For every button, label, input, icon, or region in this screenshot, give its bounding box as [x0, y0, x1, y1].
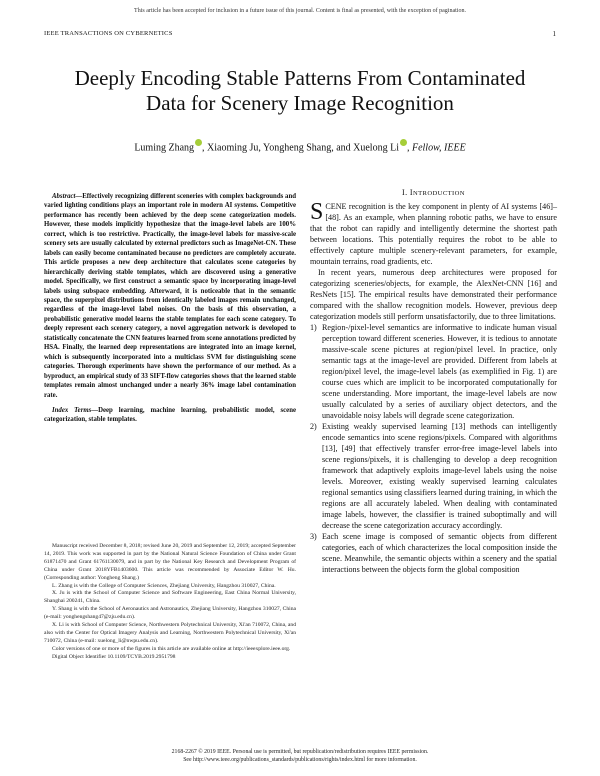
- footnote-manuscript: Manuscript received December 8, 2018; revised June 20, 2019 and September 12, 2019; accepted September 14, 2019. This work was supported in part by the National Natural Science Foundation of China under Grant 61871470 and Grant 61761130079, and in part by the National Key Research and Development Program of China under Grant 2018YFB1403600. This article was recommended by Associate Editor W. Hu. (Corresponding author: Yongheng Shang.): [44, 543, 296, 581]
- author-membership: , Fellow, IEEE: [406, 142, 466, 154]
- paper-title: Deeply Encoding Stable Patterns From Contaminated Data for Scenery Image Recognition: [74, 66, 526, 116]
- list-item: [310, 421, 557, 531]
- copyright-footer: [0, 748, 600, 764]
- list-item: [310, 322, 557, 421]
- drop-cap: S: [310, 199, 324, 225]
- intro-paragraph-text: CENE recognition is the key component in plenty of AI systems [46]–[48]. As an example, when planning robotic paths, we have to ensure that the robot can rapidly and intelligently determine the shortest path between locations. This potentially requires the robot to be able to effectively capture multiple scenery-relevant parameters, for example, mountain terrains, road gradients, etc.: [310, 202, 557, 266]
- copyright-line: 2168-2267 © 2019 IEEE. Personal use is permitted, but republication/redistribution requires IEEE permission.: [171, 749, 429, 755]
- index-terms: [44, 406, 296, 425]
- footnote-doi: Digital Object Identifier 10.1109/TCYB.2019.2951798: [52, 653, 176, 660]
- author-name: Luming Zhang: [134, 142, 195, 154]
- list-number: 3): [310, 532, 317, 541]
- orcid-icon[interactable]: [400, 139, 407, 146]
- journal-name: IEEE TRANSACTIONS ON CYBERNETICS: [44, 30, 173, 37]
- list-text: Each scene image is composed of semantic objects from different categories, each of which characterizes the local composition inside the scene. Meanwhile, the semantic objects within a scenery and the spatial interactions between the objects form the global composition: [322, 532, 557, 574]
- footnote-color-versions: Color versions of one or more of the figures in this article are available online at http://ieeexplore.ieee.org.: [52, 645, 291, 652]
- abstract-label: Abstract: [52, 193, 76, 200]
- section-number: I.: [402, 188, 410, 197]
- intro-paragraph: [310, 201, 557, 267]
- abstract-text: —Effectively recognizing different sceneries with complex backgrounds and varied lighting conditions plays an important role in modern AI systems. Competitive performance has recently been achieved by the deep scene categorization models. However, these models implicitly hypothesize that the image-level labels are 100% correct, which is too restrictive. Practically, the image-level labels for massive-scale scenery sets are usually calculated by external predictors such as ImageNet-CN. These labels can easily become contaminated because no predictors are completely accurate. This article proposes a new deep architecture that calculates scene categories by hierarchically deriving stable templates, which are discovered using a generative model. Specifically, we first construct a semantic space by incorporating image-level labels using subspace embedding. Afterward, it is noticeable that in the semantic space, the superpixel distributions from identically labeled images remain unchanged, regardless of the image-level label noises. On the basis of this observation, a probabilistic generative model learns the stable templates for each scene category. To deeply represent each scenery category, a novel aggregation network is developed to statistically concatenate the CNN features learned from scene annotations predicted by HSA. Finally, the learned deep representations are integrated into an image kernel, which is subsequently incorporated into a multiclass SVM for distinguishing scene categories. Thorough experiments have shown the performance of our method. As a byproduct, an empirical study of 33 SIFT-flow categories shows that the learned stable templates remain almost unchanged under a nearly 36% image label contamination rate.: [44, 193, 296, 399]
- orcid-icon[interactable]: [195, 139, 202, 146]
- footnotes: [44, 543, 296, 662]
- list-text: Existing weakly supervised learning [13] methods can intelligently encode semantics into scene regions/pixels. Compared with algorithms [13], [49] that effectively transfer error-free image-level labels into scene regions/pixels, it is challenging to develop a deep recognition framework that adaptively exploits image-level labels using the noise levels. Moreover, existing weakly supervised learning calculates regional semantics using classifiers learned during training, in which the regions are all accurately labeled. When dealing with contaminated image labels, however, the classifier is trained suboptimally and will decrease the scene categorization accuracy accordingly.: [322, 422, 557, 530]
- page-number: 1: [552, 30, 556, 38]
- intro-paragraph: In recent years, numerous deep architectures were proposed for categorizing sceneries/objects, for example, the AlexNet-CNN [16] and ResNets [15]. The empirical results have demonstrated their performance compared with the shallow recognition models. However, previous deep categorization models still perform unsatisfactorily, due to three limitations.: [310, 268, 557, 321]
- section-heading-initial: I: [409, 188, 413, 197]
- footnote-affiliation: Y. Shang is with the School of Aeronautics and Astronautics, Zhejiang University, Hangzhou 310027, China (e-mail: yonghengshang47@zju.edu.cn).: [44, 606, 296, 621]
- index-terms-text: —Deep learning, machine learning, probabilistic model, scene categorization, stable templates.: [44, 406, 297, 424]
- list-item: [310, 531, 557, 575]
- index-terms-label: Index Terms: [52, 406, 92, 414]
- footnote-affiliation: X. Ju is with the School of Computer Science and Software Engineering, East China Normal University, Shanghai 200241, China.: [44, 590, 296, 605]
- limitations-list: [310, 322, 557, 575]
- right-column: [310, 188, 557, 575]
- list-text: Region-/pixel-level semantics are informative to indicate human visual perception toward different sceneries. However, it is tedious to annotate massive-scale scene pictures at region/pixel level. In practice, only semantic tags at the image-level are provided. Different from labels at region/pixel level, the image-level labels (as exemplified in Fig. 1) are course cues which are implicit to be incorporated computationally for scene understanding. More important, the image-level labels are now usually calculated by a series of auxiliary object detectors, and the unavoidable noisy labels will degrade scene categorization.: [322, 323, 557, 420]
- section-heading-rest: NTRODUCTION: [412, 190, 465, 197]
- list-number: 2): [310, 422, 317, 431]
- section-heading: [310, 188, 557, 197]
- author-line: [40, 139, 560, 153]
- acceptance-banner: This article has been accepted for inclusion in a future issue of this journal. Content is final as presented, with the exception of pagination.: [134, 8, 466, 14]
- abstract: [44, 192, 296, 400]
- rights-link-line[interactable]: See http://www.ieee.org/publications_standards/publications/rights/index.html for more information.: [183, 757, 417, 763]
- list-number: 1): [310, 323, 317, 332]
- left-column: [44, 192, 296, 425]
- author-names: , Xiaoming Ju, Yongheng Shang, and Xuelong Li: [202, 142, 399, 154]
- footnote-affiliation: X. Li is with School of Computer Science, Northwestern Polytechnical University, Xi'an 710072, China, and also with the Center for Optical Imagery Analysis and Learning, Northwestern Polytechnical University, Xi'an 710072, China (e-mail: xuelong_li@nwpu.edu.cn).: [44, 622, 296, 644]
- footnote-affiliation: L. Zhang is with the College of Computer Sciences, Zhejiang University, Hangzhou 310027, China.: [52, 582, 276, 589]
